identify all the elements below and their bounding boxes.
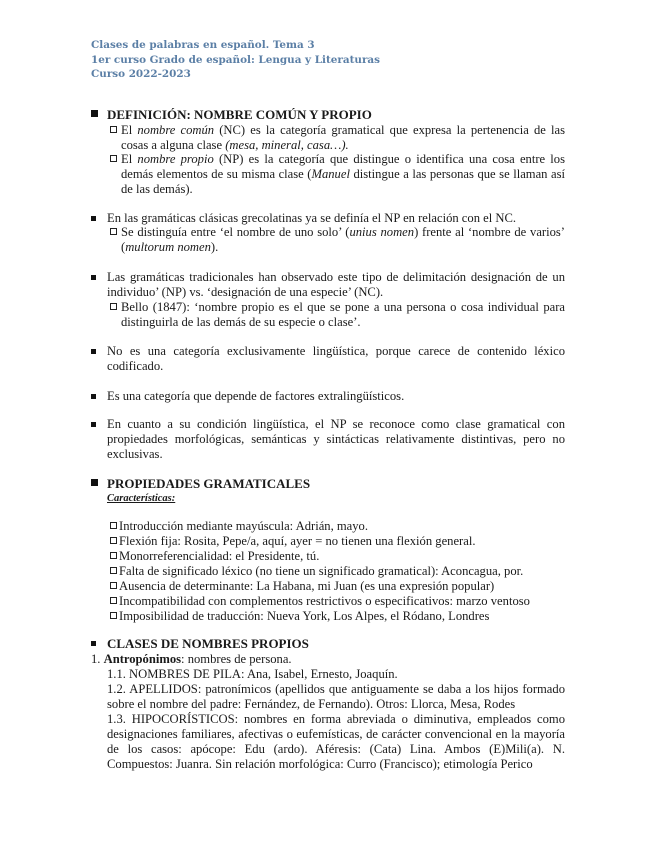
sub-item-text: Bello (1847): ‘nombre propio es el que se pone a una persona o cosa individual para distinguirla de las demás de su especie o clase’. bbox=[121, 300, 565, 329]
checkbox-bullet-icon bbox=[110, 126, 117, 133]
checkbox-bullet-icon bbox=[110, 303, 117, 310]
sub-item-bello bbox=[108, 300, 565, 330]
list-item-hipocoristicos: 1.3. HIPOCORÍSTICOS: nombres en forma abreviada o diminutiva, empleados como designaciones familiares, afectivas o eufemísticas, de carácter convencional en la mayoría de los casos: apócope: Edu (ardo). Aféresis: (Cata) Lina. Ambos (E)Mili(a). N. Compuestos: Juanra. Sin relación morfológica: Curro (Francisco); etimología Perico bbox=[107, 712, 565, 771]
bullet-square-icon bbox=[91, 422, 96, 427]
bullet-text: No es una categoría exclusivamente lingüística, porque carece de contenido léxico codificado. bbox=[107, 344, 565, 373]
header-year: Curso 2022-2023 bbox=[91, 68, 191, 80]
bullet-square-icon bbox=[91, 216, 96, 221]
section-title: CLASES DE NOMBRES PROPIOS bbox=[107, 636, 309, 651]
list-item-antroponimos: 1. Antropónimos: nombres de persona. bbox=[91, 652, 292, 666]
checkbox-bullet-icon bbox=[110, 567, 117, 574]
section-definicion bbox=[91, 107, 565, 197]
section-title: DEFINICIÓN: NOMBRE COMÚN Y PROPIO bbox=[107, 107, 372, 122]
bullet-gramaticas-tradicionales bbox=[91, 270, 565, 330]
bullet-condicion-linguistica bbox=[91, 417, 565, 462]
bullet-gramaticas-clasicas bbox=[91, 211, 565, 256]
bullet-factores-extralinguisticos bbox=[91, 389, 565, 404]
checkbox-bullet-icon bbox=[110, 155, 117, 162]
subtitle-caracteristicas: Características: bbox=[107, 493, 176, 504]
bullet-text: Las gramáticas tradicionales han observado este tipo de delimitación designación de un individuo’ (NP) vs. ‘designación de una especie’ (NC). bbox=[107, 270, 565, 299]
bullet-square-icon bbox=[91, 641, 96, 646]
bullet-square-icon bbox=[91, 110, 98, 117]
checkbox-bullet-icon bbox=[110, 552, 117, 559]
bullet-square-icon bbox=[91, 349, 96, 354]
bullet-text: En cuanto a su condición lingüística, el NP se reconoce como clase gramatical con propiedades morfológicas, semánticas y sintácticas relativamente distintivas, pero no exclusivas. bbox=[107, 417, 565, 461]
checkbox-bullet-icon bbox=[110, 522, 117, 529]
checkbox-bullet-icon bbox=[110, 537, 117, 544]
list-item-nombres-de-pila: 1.1. NOMBRES DE PILA: Ana, Isabel, Ernesto, Joaquín. bbox=[107, 667, 398, 681]
bullet-square-icon bbox=[91, 275, 96, 280]
sub-item-text: El nombre común (NC) es la categoría gramatical que expresa la pertenencia de las cosas a alguna clase (mesa, mineral, casa…). bbox=[121, 123, 566, 152]
list-item-apellidos: 1.2. APELLIDOS: patronímicos (apellidos que antiguamente se daba a los hijos formado sobre el nombre del padre: Fernández, de Fernando). Otros: Llorca, Mesa, Rodes bbox=[107, 682, 565, 711]
checkbox-bullet-icon bbox=[110, 612, 117, 619]
section-clases bbox=[91, 636, 565, 651]
section-propiedades: PROPIEDADES GRAMATICALES Características: Introducción mediante mayúscula: Adrián, mayo. Flexión fija: Rosita, Pepe/a, aquí, ayer = no tienen una flexión general. Monorreferencialidad: el Presidente, tú. Falta de significado léxico (no tiene un significado gramatical): Aconcagua, por. Ausencia de determinante: La Habana, mi Juan (es una expresión popular) Incompatibilidad con complementos restrictivos o especificativos: marzo ventoso Imposibilidad de traducción: Nueva York, Los Alpes, el Ródano, Londres bbox=[91, 476, 565, 626]
sub-item-text: Se distinguía entre ‘el nombre de uno solo’ (unius nomen) frente al ‘nombre de varios’ (multorum nomen). bbox=[121, 225, 565, 254]
clases-list bbox=[91, 652, 565, 782]
bullet-text: En las gramáticas clásicas grecolatinas ya se definía el NP en relación con el NC. bbox=[107, 211, 517, 225]
sub-item-nombre-propio bbox=[108, 152, 565, 197]
checkbox-bullet-icon bbox=[110, 582, 117, 589]
bullet-text: Es una categoría que depende de factores extralingüísticos. bbox=[107, 389, 405, 403]
section-title: PROPIEDADES GRAMATICALES bbox=[107, 476, 311, 491]
checkbox-bullet-icon bbox=[110, 597, 117, 604]
bullet-categoria-linguistica bbox=[91, 344, 565, 374]
header-course-title: Clases de palabras en español. Tema 3 bbox=[91, 39, 315, 51]
header-degree: 1er curso Grado de español: Lengua y Literaturas bbox=[91, 54, 380, 66]
sub-item-text: El nombre propio (NP) es la categoría que distingue o identifica una cosa entre los demás elementos de su misma clase (Manuel distingue a las personas que se llaman así de las demás). bbox=[121, 152, 566, 196]
sub-item-unius-nomen bbox=[108, 225, 565, 255]
sub-item-nombre-comun bbox=[108, 123, 565, 153]
bullet-square-icon bbox=[91, 394, 96, 399]
bullet-square-icon bbox=[91, 479, 98, 486]
checkbox-bullet-icon bbox=[110, 228, 117, 235]
